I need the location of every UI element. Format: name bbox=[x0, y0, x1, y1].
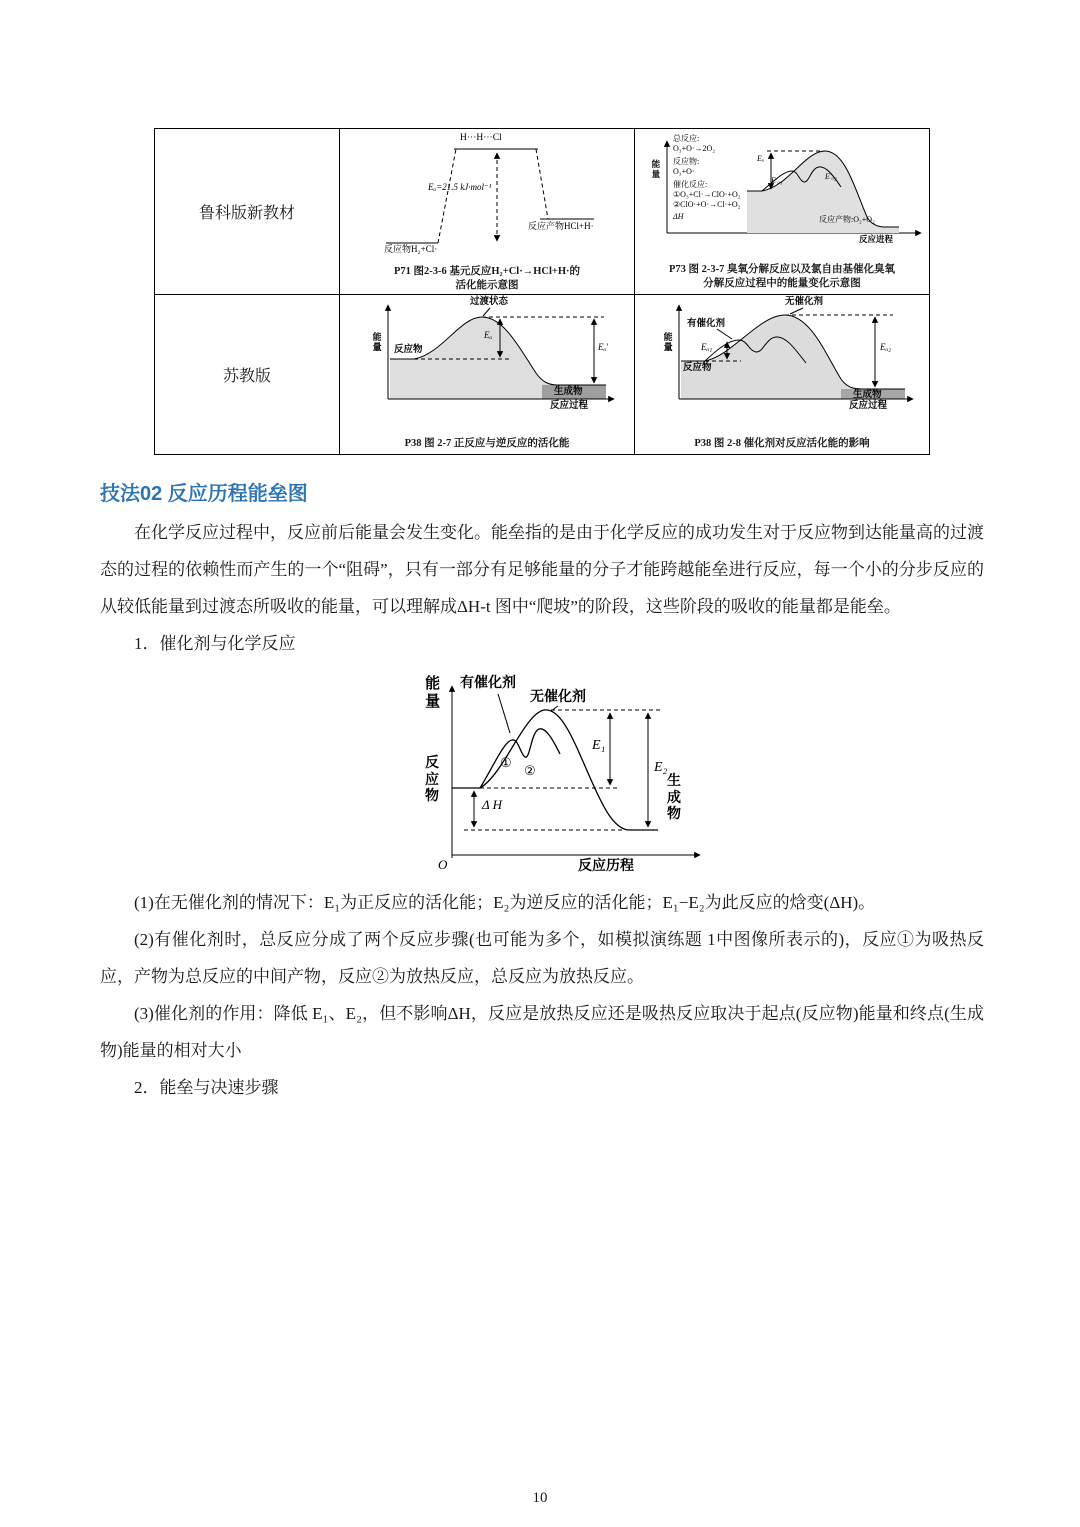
figure-h2cl-activation-energy bbox=[342, 131, 632, 293]
ea2-label: E′ₐ₂ bbox=[825, 171, 837, 181]
no-catalyst-label: 无催化剂 bbox=[530, 690, 586, 706]
figure-caption: P73 图 2-3-7 臭氧分解反应以及氯自由基催化臭氧 bbox=[668, 263, 896, 275]
product-label: 生成物 bbox=[853, 389, 882, 400]
ea2-label: Eₐ₂ bbox=[880, 341, 892, 352]
reactant-equation: O₃+O· bbox=[673, 166, 695, 176]
ea-reverse-label: Eₐ′ bbox=[598, 341, 609, 352]
figure-caption: 活化能示意图 bbox=[455, 279, 519, 291]
figure-caption: 分解反应过程中的能量变化示意图 bbox=[703, 277, 861, 289]
catalytic-step2-equation: ②ClO·+O·→Cl·+O₂ bbox=[673, 199, 741, 209]
no-catalyst-label: 无催化剂 bbox=[785, 296, 824, 307]
product-label: 反应产物:O₂+O₂ bbox=[819, 214, 875, 224]
origin-label: O bbox=[438, 857, 448, 873]
section-heading: 技法02 反应历程能垒图 bbox=[100, 483, 308, 505]
intro-paragraph: 在化学反应过程中，反应前后能量会发生变化。能垒指的是由于化学反应的成功发生对于反应物到达能量高的过渡态的过程的依赖性而产生的一个“阻碍”，只有一部分有足够能量的分子才能跨越能垒进行反应，每一个小的分步反应的从较低能量到过渡态所吸收的能量，可以理解成ΔH-t 图中“爬坡”的阶段，这些阶段的吸收的能量都是能垒。 bbox=[100, 523, 984, 617]
point-3: (3)催化剂的作用：降低 E₁、E₂，但不影响ΔH，反应是放热反应还是吸热反应取决于起点(反应物)能量和终点(生成物)能量的相对大小 bbox=[100, 1004, 984, 1061]
item-2-title: 2．能垒与决速步骤 bbox=[134, 1078, 279, 1098]
product-label: 生成物 bbox=[554, 386, 583, 397]
catalyzed-curve bbox=[480, 729, 560, 788]
table-row-lukeban bbox=[155, 129, 930, 295]
delta-h-label: ΔH bbox=[673, 211, 684, 221]
item-1-title: 1．催化剂与化学反应 bbox=[134, 634, 296, 654]
transition-state-diagram-svg bbox=[342, 297, 632, 413]
ea1-label: Eₐ₁ bbox=[701, 341, 713, 352]
edition-cell bbox=[155, 129, 340, 295]
x-axis-label: 反应过程 bbox=[550, 400, 589, 411]
transition-state-label: 过渡状态 bbox=[470, 296, 509, 307]
x-axis-label: 反应过程 bbox=[849, 400, 888, 411]
y-axis-label: 能量 bbox=[372, 331, 382, 353]
point-1: (1)在无催化剂的情况下：E₁为正反应的活化能；E₂为逆反应的活化能；E₁−E₂为此反应的焓变(ΔH)。 bbox=[134, 893, 876, 913]
edition-cell bbox=[155, 295, 340, 455]
reactant-label: 反应物 bbox=[394, 344, 423, 355]
edition-label: 鲁科版新教材 bbox=[198, 205, 295, 222]
x-axis-label: 反应历程 bbox=[578, 859, 634, 875]
y-axis-label: 能量 bbox=[651, 158, 661, 179]
figure-cell bbox=[635, 129, 930, 295]
e1-label: E₁ bbox=[592, 738, 606, 754]
catalytic-step1-equation: ①O₃+Cl·→ClO·+O₂ bbox=[673, 189, 741, 199]
reactant-label: 反应物 bbox=[683, 362, 712, 373]
figure-caption: P38 图 2-7 正反应与逆反应的活化能 bbox=[404, 437, 570, 449]
ea1-label: E′ₐ₁ bbox=[771, 175, 783, 185]
figure-catalyst-energy-profile bbox=[412, 670, 712, 880]
step1-circled-label: ① bbox=[500, 755, 512, 771]
transition-state-label: H···H···Cl bbox=[460, 132, 502, 143]
point-2: (2)有催化剂时，总反应分成了两个反应步骤(也可能为多个，如模拟演练题 1中图像所表示的)，反应①为吸热反应，产物为总反应的中间产物，反应②为放热反应，总反应为放热反应。 bbox=[100, 930, 984, 987]
figure-catalyst-effect-activation-energy bbox=[637, 297, 927, 453]
ea-label: Eₐ bbox=[757, 153, 765, 163]
figure-cell bbox=[340, 295, 635, 455]
figure-cell bbox=[340, 129, 635, 295]
y-axis-label: 能量 bbox=[425, 676, 441, 710]
figure-caption: P38 图 2-8 催化剂对反应活化能的影响 bbox=[694, 437, 870, 449]
figure-caption: P71 图2-3-6 基元反应H₂+Cl·→HCl+H·的 bbox=[393, 265, 581, 277]
with-catalyst-label: 有催化剂 bbox=[460, 676, 516, 692]
activation-energy-value-label: Eₐ=21.5 kJ·mol⁻¹ bbox=[428, 181, 492, 192]
table-row-sujiaoban bbox=[155, 295, 930, 455]
ea-forward-label: Eₐ bbox=[484, 329, 493, 340]
product-label: 生成物 bbox=[667, 774, 682, 823]
figure-ozone-decomposition bbox=[637, 131, 927, 293]
y-axis-label: 能量 bbox=[663, 331, 673, 353]
figure-cell bbox=[635, 295, 930, 455]
reactant-label: 反应物: bbox=[673, 156, 700, 166]
total-reaction-label: 总反应: bbox=[673, 133, 700, 143]
catalytic-reaction-label: 催化反应: bbox=[673, 179, 708, 189]
catalyst-effect-diagram-svg bbox=[637, 297, 927, 413]
with-catalyst-label: 有催化剂 bbox=[687, 318, 726, 329]
reactant-label: 反应物 bbox=[425, 756, 440, 805]
e2-label: E₂ bbox=[654, 760, 668, 776]
textbook-comparison-table bbox=[154, 128, 930, 455]
figure-forward-reverse-activation-energy bbox=[342, 297, 632, 453]
edition-label: 苏教版 bbox=[222, 368, 271, 385]
x-axis-label: 反应进程 bbox=[859, 233, 894, 244]
page-number: 10 bbox=[532, 1490, 548, 1506]
product-label: 反应产物HCl+H· bbox=[528, 220, 594, 231]
total-reaction-equation: O₃+O·→2O₂ bbox=[673, 143, 716, 153]
step2-circled-label: ② bbox=[524, 763, 536, 779]
delta-h-label: Δ H bbox=[482, 797, 503, 813]
main-figure-wrapper bbox=[100, 670, 984, 880]
reactant-label: 反应物H₂+Cl· bbox=[384, 243, 438, 254]
